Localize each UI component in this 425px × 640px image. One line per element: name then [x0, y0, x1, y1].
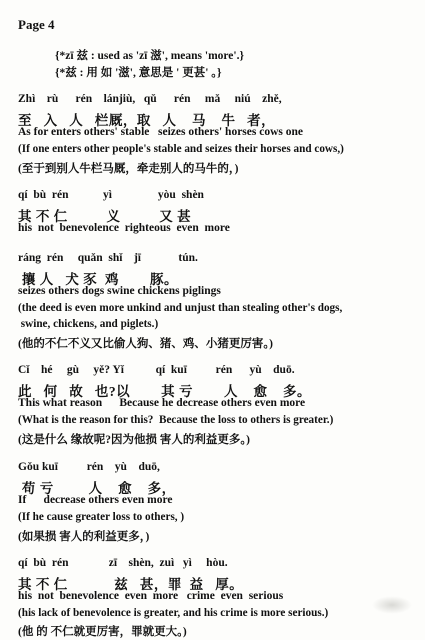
scan-smudge	[372, 596, 412, 614]
chinese-line: 其 不 仁 兹 甚，罪 益 厚。	[18, 577, 244, 592]
chinese-translation-line: (他 的 不仁就更厉害，罪就更大。)	[18, 626, 187, 638]
chinese-translation-line: (这是什么 缘故呢?因为他损 害人的利益更多。)	[18, 434, 250, 446]
chinese-translation-line: (如果损 害人的利益更多，)	[18, 531, 150, 543]
pinyin-line: ráng rén quǎn shǐ jī tún.	[18, 252, 198, 264]
pinyin-line: Cǐ hé gù yě? Yǐ qí kuī rén yù duō.	[18, 364, 295, 376]
pinyin-line: qí bù rén zī shèn, zuì yì hòu.	[18, 557, 228, 569]
chinese-line: 此 何 故 也?以 其 亏 人 愈 多。	[18, 384, 311, 399]
chinese-translation-line: (他的不仁不义又比偷人狗、猪、鸡、小猪更厉害。)	[18, 338, 273, 350]
pinyin-line: Zhì rù rén lánjiù, qǔ rén mǎ niú zhě,	[18, 93, 282, 105]
chinese-line: 攘 人 犬 豕 鸡 豚。	[18, 272, 178, 287]
translation-line: (What is the reason for this? Because the loss to others is greater.)	[18, 414, 334, 426]
translation-line: (If one enters other people's stable and seizes their horses and cows,)	[18, 143, 344, 155]
gloss-line: This what reason Because he decrease others even more	[18, 397, 306, 409]
gloss-line: As for enters others' stable seizes others' horses cows one	[18, 126, 304, 138]
gloss-line: his not benevolence righteous even more	[18, 222, 230, 234]
gloss-line: If decrease others even more	[18, 494, 173, 506]
chinese-translation-line: (至于到别人牛栏马厩，牵走别人的马牛的，)	[18, 163, 239, 175]
chinese-line: 至 入 人 栏厩，取 人 马 牛 者，	[18, 113, 276, 128]
note-english: {*zī 兹 : used as 'zī 滋', means 'more'.}	[55, 50, 245, 62]
translation-line: (the deed is even more unkind and unjust than stealing other's dogs,	[18, 302, 343, 314]
note-chinese: {*兹 : 用 如 '滋', 意思是 ' 更甚' 。}	[55, 67, 222, 79]
translation-line-cont: swine, chickens, and piglets.)	[18, 318, 159, 330]
translation-line: (If he cause greater loss to others, )	[18, 511, 185, 523]
chinese-line: 其 不 仁 义 又 甚	[18, 209, 192, 224]
page-number: Page 4	[18, 17, 55, 32]
pinyin-line: Gǒu kuī rén yù duō,	[18, 461, 160, 473]
gloss-line: his not benevolence even more crime even serious	[18, 590, 284, 602]
translation-line: (his lack of benevolence is greater, and his crime is more serious.)	[18, 607, 329, 619]
gloss-line: seizes others dogs swine chickens piglings	[18, 285, 221, 297]
pinyin-line: qí bù rén yì yòu shèn	[18, 189, 204, 201]
chinese-line: 苟 亏 人 愈 多，	[18, 481, 176, 496]
